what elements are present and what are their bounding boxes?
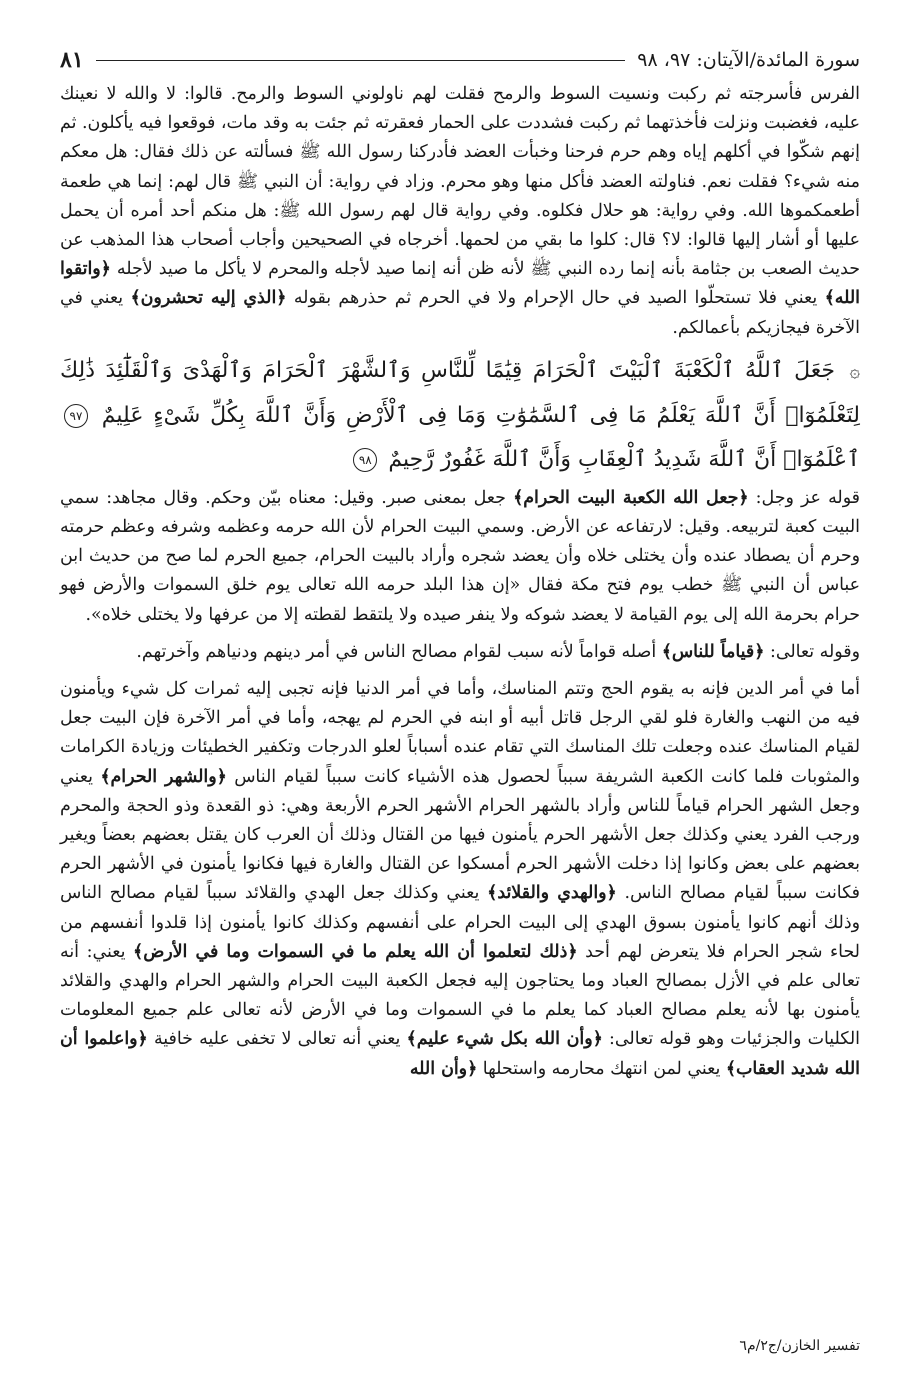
text-segment: يعني أنه تعالى لا تخفى عليه خافية (147, 1029, 407, 1050)
spacer (60, 667, 860, 675)
page-number: ٨١ (60, 47, 84, 73)
quote-segment: ﴿الذي إليه تحشرون﴾ (130, 288, 287, 309)
text-segment: يعني لمن انتهك محارمه واستحلها (477, 1058, 726, 1079)
quran-verse-block (60, 349, 860, 482)
header-rule (96, 60, 626, 61)
text-segment: يعني فلا تستحلّوا الصيد في حال الإحرام ولا في الحرم ثم حذرهم بقوله (286, 288, 825, 309)
quote-segment: ﴿واتقوا الله﴾ (60, 259, 860, 309)
text-segment: الفرس فأسرجته ثم ركبت ونسيت السوط والرمح فقلت لهم ناولوني السوط والرمح. قالوا: لا والله لا نعينك عليه، فغضبت ونزلت فأخذتهما ثم ركبت فشددت على الحمار فعقرته ثم جئت به وقد مات، فوقعوا فيه يأكلون. ثم إنهم شكّوا في أكلهم إياه وهم حرم فرحنا وخبأت العضد فأدركنا رسول الله ﷺ فسألته عن ذلك فقال: هل معكم منه شيء؟ فقلت نعم. فناولته العضد فأكل منها وهو محرم. وزاد في رواية: أن النبي ﷺ قال لهم: إنما هي طعمة أطعمكموها الله. وفي رواية: هو حلال فكلوه. وفي رواية قال لهم رسول الله ﷺ: هل منكم أحد أمره أن يحمل عليها أو أشار إليها قالوا: لا؟ قال: كلوا ما بقي من لحمها. أخرجاه في الصحيحين وأجاب أصحاب هذا المذهب عن حديث الصعب بن جثامة بأنه إنما رده النبي ﷺ لأنه ظن أنه إنما صيد لأجله والمحرم لا يأكل ما صيد لأجله (60, 84, 860, 280)
quote-segment: ﴿وأن الله بكل شيء عليم﴾ (406, 1029, 603, 1050)
spacer (60, 630, 860, 638)
text-segment: أما في أمر الدين فإنه به يقوم الحج وتتم المناسك، وأما في أمر الدنيا فإنه تجبى إليه ثمرات كل شيء ويأمنون فيه من النهب والغارة فلو لقي الرجل قاتل أبيه أو ابنه في الحرم لم يهجه، وأما في أمر الآخرة فإن البيت جعل لقيام المناسك عنده وجعلت تلك المناسك التي تقام عنده أسباباً لعلو الدرجات وتكفير الخطيئات وزيادة الكرامات والمثوبات فلما كانت الكعبة الشريفة سبباً لحصول هذه الأشياء كانت سبباً لقيام الناس (60, 679, 860, 787)
quote-segment: ﴿ذلك لتعلموا أن الله يعلم ما في السموات وما في الأرض﴾ (133, 941, 578, 962)
text-segment: وقوله تعالى: (764, 641, 860, 662)
text-segment: أصله قواماً لأنه سبب لقوام مصالح الناس في أمر دينهم ودنياهم وآخرتهم. (136, 641, 662, 662)
paragraph-2 (60, 484, 860, 630)
verse-98-number: ٩٨ (353, 448, 377, 472)
verse-start-mark: ۞ (849, 360, 860, 382)
quote-segment: ﴿جعل الله الكعبة البيت الحرام﴾ (513, 487, 749, 508)
quote-segment: ﴿والهدي والقلائد﴾ (487, 883, 617, 904)
paragraph-1 (60, 80, 860, 343)
running-header (60, 40, 860, 80)
text-segment: يعني: أنه تعالى علم في الأزل بمصالح العباد وما يحتاجون إليه فجعل الكعبة البيت الحرام والشهر الحرام والهدي والقلائد يأمنون بها لأنه يعلم مصالح العباد كما يعلم ما في السموات وما في الأرض لأنه تعالى علم جميع المعلومات الكليات والجزئيات وهو قوله تعالى: (60, 941, 860, 1050)
header-title: سورة المائدة/الآيتان: ٩٧، ٩٨ (637, 49, 860, 71)
quote-segment: ﴿قياماً للناس﴾ (661, 641, 765, 662)
quote-segment: ﴿وأن الله (409, 1058, 478, 1079)
text-segment: يعني وكذلك جعل الهدي والقلائد سبباً لقيام مصالح الناس وذلك أنهم كانوا يأمنون بسوق الهدي إلى البيت الحرام على أنفسهم وكذلك كانوا يأمنون إذا قلدوا أنفسهم من لحاء شجر الحرام فلا يتعرض لهم أحد (60, 883, 860, 962)
verse-98-text: ٱعْلَمُوٓا۟ أَنَّ ٱللَّهَ شَدِيدُ ٱلْعِقَابِ وَأَنَّ ٱللَّهَ غَفُورٌ رَّحِيمٌ (388, 446, 860, 472)
paragraph-3 (60, 638, 860, 667)
text-segment: جعل بمعنى صبر. وقيل: معناه بيّن وحكم. وقال مجاهد: سمي البيت كعبة لتربيعه. وقيل: لارتفاعه عن الأرض. وسمي البيت الحرام لأن الله حرمه وعظمه وشرفه وعظم حرمته وحرم أن يصطاد عنده وأن يختلى خلاه وأن يعضد شجره وأراد بالبيت الحرام، جميع الحرم لما صح من حديث ابن عباس أن النبي ﷺ خطب يوم فتح مكة فقال «إن هذا البلد حرمه الله تعالى يوم خلق السموات والأرض فهو حرام بحرمة الله إلى يوم القيامة لا يعضد شوكه ولا ينفر صيده ولا يلتقط لقطته إلا من عرفها ولا يختلى خلاه». (60, 487, 860, 625)
verse-97-number: ٩٧ (64, 404, 88, 428)
text-segment: يعني في الآخرة فيجازيكم بأعمالكم. (60, 288, 860, 338)
quote-segment: ﴿واعلموا أن الله شديد العقاب﴾ (60, 1029, 860, 1079)
footer-signature: تفسير الخازن/ج٢/م٦ (739, 1338, 860, 1354)
paragraph-4 (60, 675, 860, 1084)
text-segment: يعني وجعل الشهر الحرام قياماً للناس وأراد بالشهر الحرام الأشهر الحرم الأربعة وهي: ذو القعدة وذو الحجة والمحرم ورجب الفرد يعني وكذلك جعل الأشهر الحرم يأمنون فيها من القتال وذلك أن العرب كان يقتل بعضهم بعضاً ويغير بعضهم على بعض وكانوا إذا دخلت الأشهر الحرم أمسكوا عن القتال والغارة فيها فكانوا يأمنون في الأشهر الحرم فكانت سبباً لقيام مصالح الناس. (60, 766, 860, 904)
page (60, 40, 860, 1084)
quote-segment: ﴿والشهر الحرام﴾ (100, 766, 227, 787)
verse-97-text: جَعَلَ ٱللَّهُ ٱلْكَعْبَةَ ٱلْبَيْتَ ٱلْحَرَامَ قِيَٰمًا لِّلنَّاسِ وَٱلشَّهْرَ ٱلْحَرَامَ وَٱلْهَدْىَ وَٱلْقَلَٰٓئِدَ ذَٰلِكَ لِتَعْلَمُوٓا۟ أَنَّ ٱللَّهَ يَعْلَمُ مَا فِى ٱلسَّمَٰوَٰتِ وَمَا فِى ٱلْأَرْضِ وَأَنَّ ٱللَّهَ بِكُلِّ شَىْءٍ عَلِيمٌ (60, 357, 860, 428)
text-segment: قوله عز وجل: (748, 487, 860, 508)
